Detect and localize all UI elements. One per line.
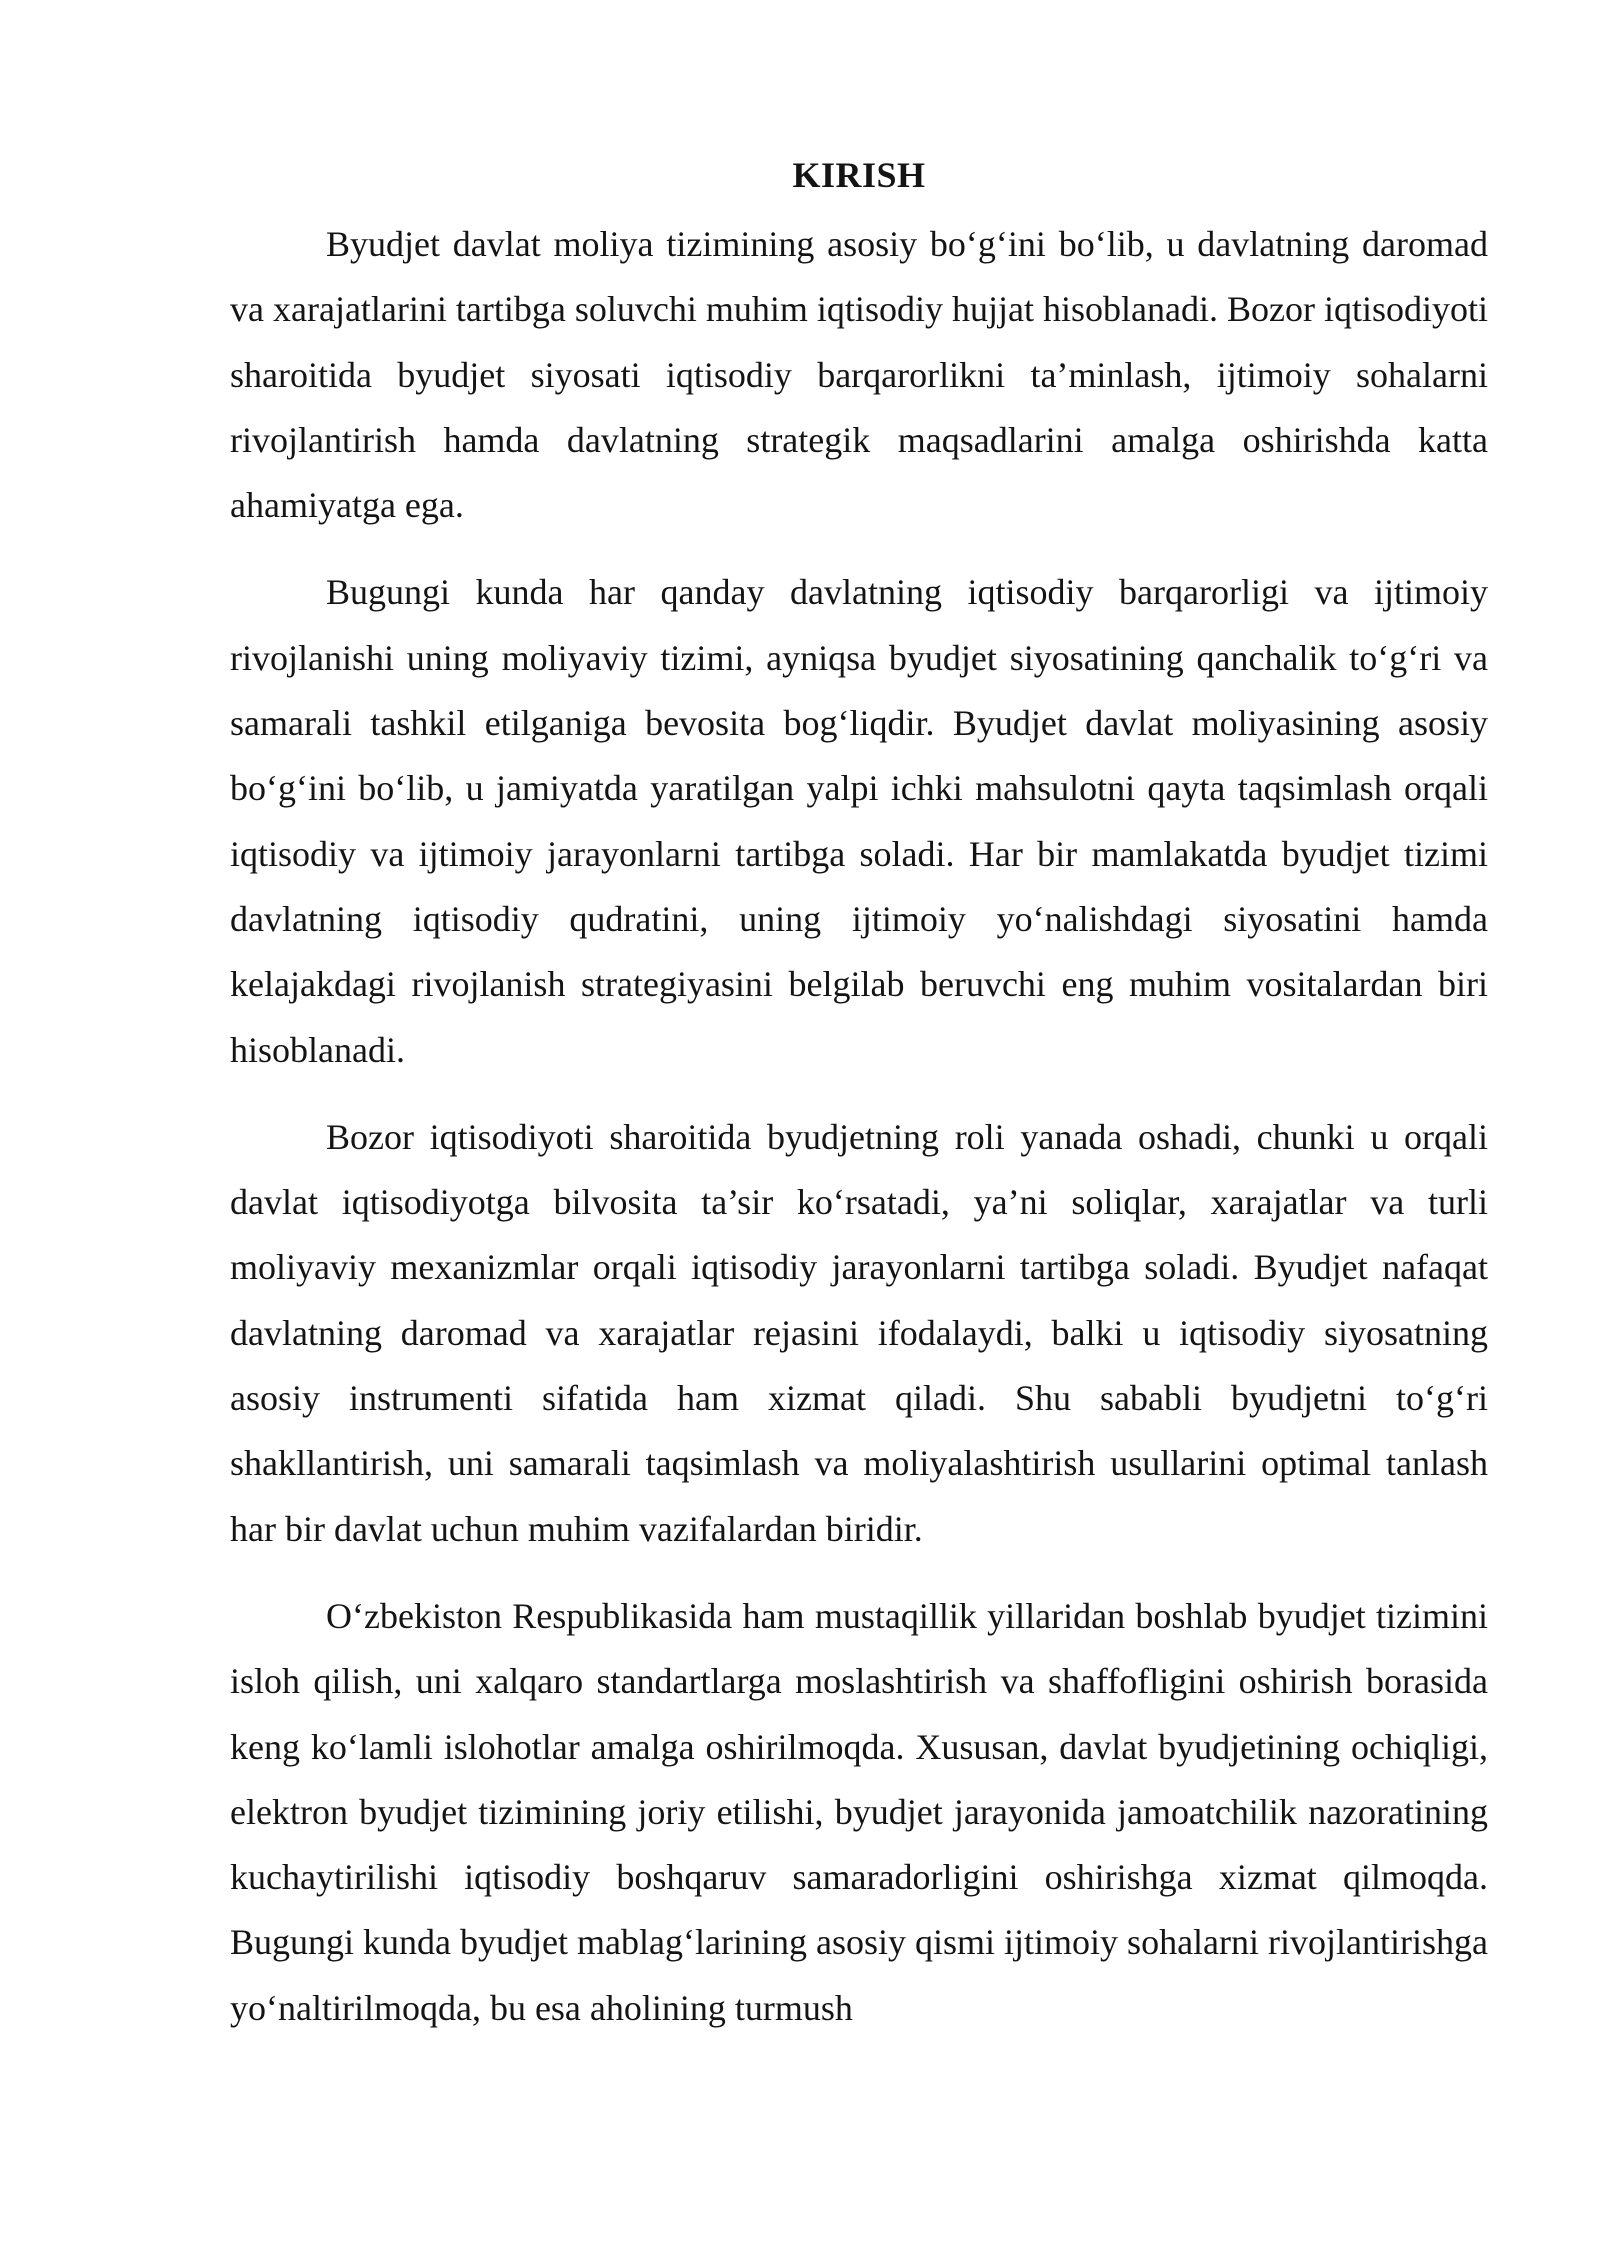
paragraph-4: O‘zbekiston Respublikasida ham mustaqillik yillaridan boshlab byudjet tizimini isloh qilish, uni xalqaro standartlarga moslashtirish va shaffofligini oshirish borasida keng ko‘lamli islohotlar amalga oshirilmoqda. Xususan, davlat byudjetining ochiqligi, elektron byudjet tizimining joriy etilishi, byudjet jarayonida jamoatchilik nazoratining kuchaytirilishi iqtisodiy boshqaruv samaradorligini oshirishga xizmat qilmoqda. Bugungi kunda byudjet mablag‘larining asosiy qismi ijtimoiy sohalarni rivojlantirishga yo‘naltirilmoqda, bu esa aholining turmush [230,1595,1488,2028]
paragraph-2: Bugungi kunda har qanday davlatning iqtisodiy barqarorligi va ijtimoiy rivojlanishi uning moliyaviy tizimi, ayniqsa byudjet siyosatining qanchalik to‘g‘ri va samarali tashkil etilganiga bevosita bog‘liqdir. Byudjet davlat moliyasining asosiy bo‘g‘ini bo‘lib, u jamiyatda yaratilgan yalpi ichki mahsulotni qayta taqsimlash orqali iqtisodiy va ijtimoiy jarayonlarni tartibga soladi. Har bir mamlakatda byudjet tizimi davlatning iqtisodiy qudratini, uning ijtimoiy yo‘nalishdagi siyosatini hamda kelajakdagi rivojlanish strategiyasini belgilab beruvchi eng muhim vositalardan biri hisoblanadi. [230,572,1488,1070]
document-body [230,150,1488,2063]
page-title: KIRISH [792,155,926,195]
paragraph-3: Bozor iqtisodiyoti sharoitida byudjetning roli yanada oshadi, chunki u orqali davlat iqtisodiyotga bilvosita ta’sir ko‘rsatadi, ya’ni soliqlar, xarajatlar va turli moliyaviy mexanizmlar orqali iqtisodiy jarayonlarni tartibga soladi. Byudjet nafaqat davlatning daromad va xarajatlar rejasini ifodalaydi, balki u iqtisodiy siyosatning asosiy instrumenti sifatida ham xizmat qiladi. Shu sababli byudjetni to‘g‘ri shakllantirish, uni samarali taqsimlash va moliyalashtirish usullarini optimal tanlash har bir davlat uchun muhim vazifalardan biridir. [230,1116,1488,1549]
paragraph-1: Byudjet davlat moliya tizimining asosiy bo‘g‘ini bo‘lib, u davlatning daromad va xarajatlarini tartibga soluvchi muhim iqtisodiy hujjat hisoblanadi. Bozor iqtisodiyoti sharoitida byudjet siyosati iqtisodiy barqarorlikni ta’minlash, ijtimoiy sohalarni rivojlantirish hamda davlatning strategik maqsadlarini amalga oshirishda katta ahamiyatga ega. [230,224,1488,526]
